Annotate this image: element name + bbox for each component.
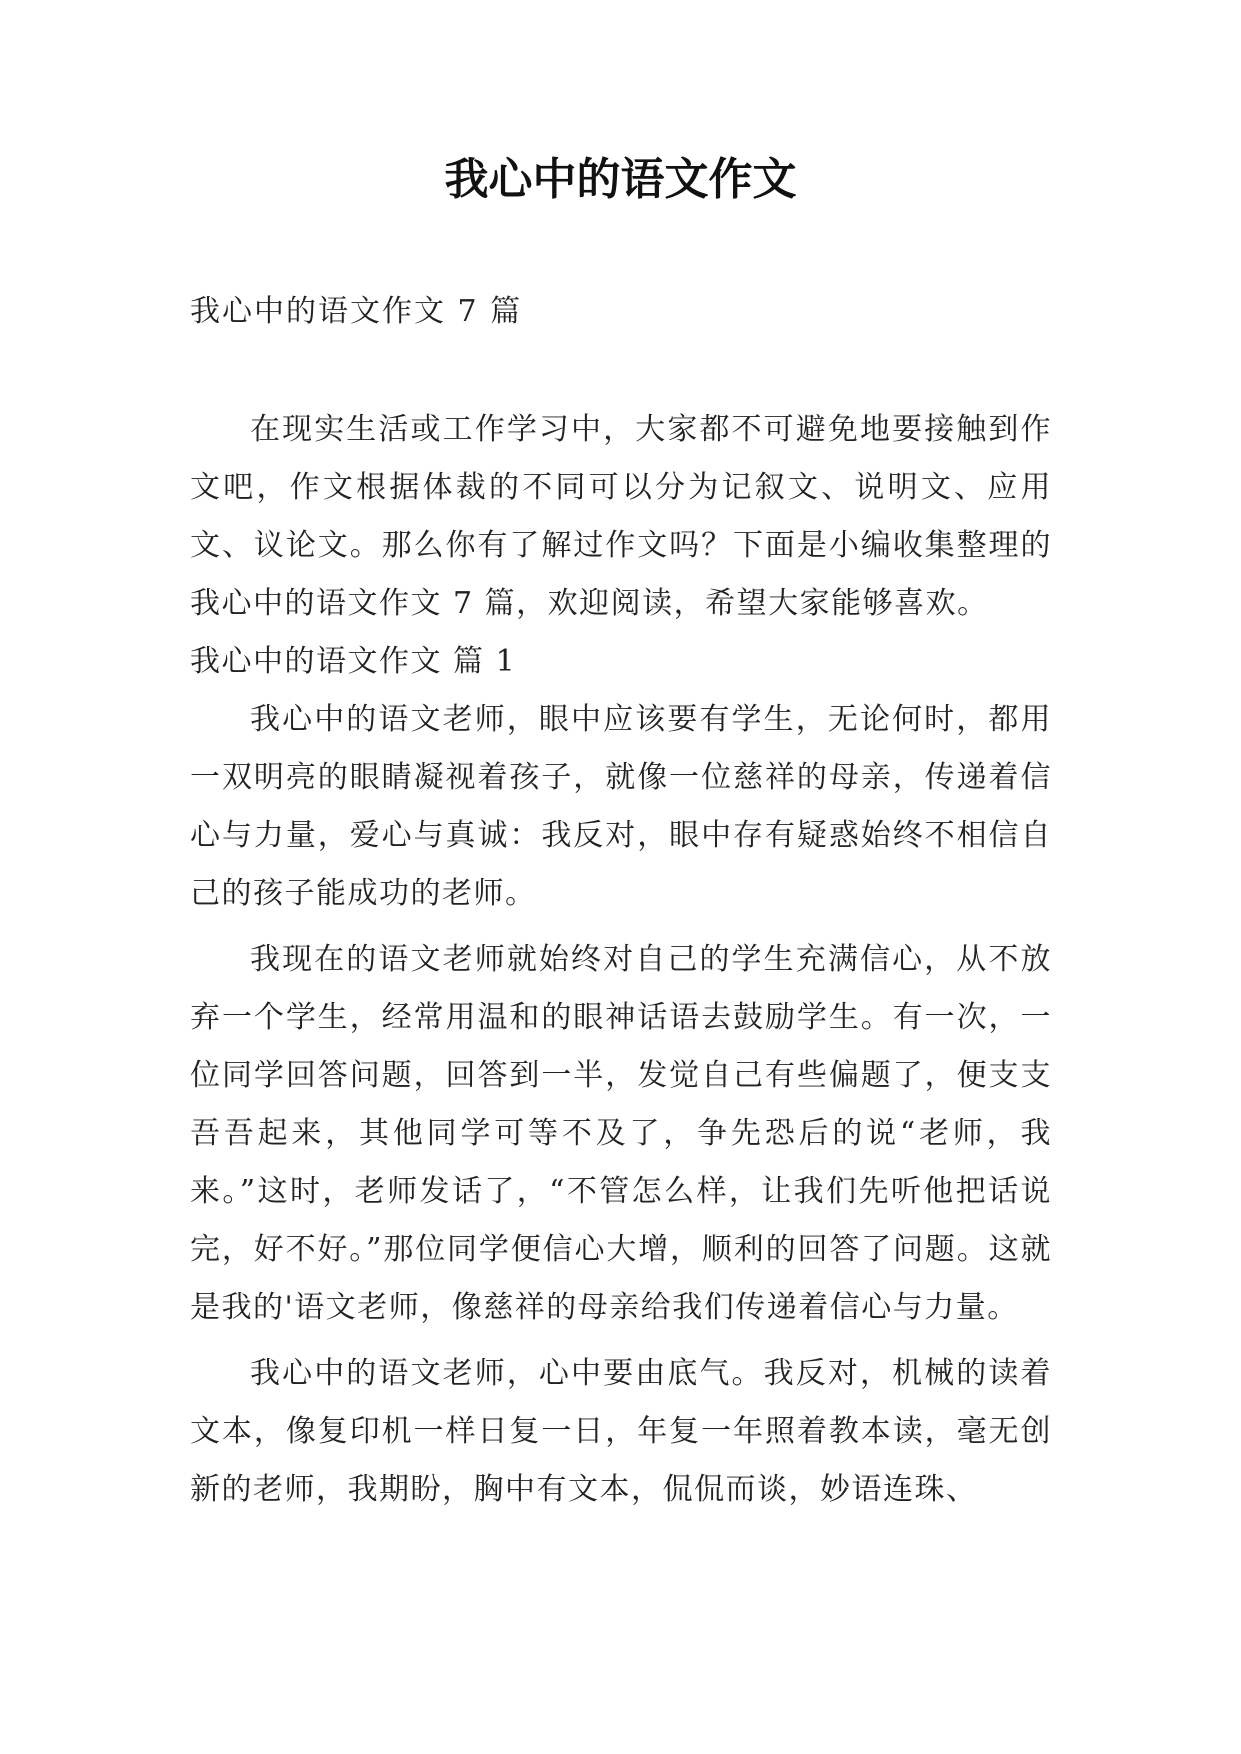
intro-paragraph: 在现实生活或工作学习中，大家都不可避免地要接触到作文吧，作文根据体裁的不同可以分为记叙文、说明文、应用文、议论文。那么你有了解过作文吗？下面是小编收集整理的我心中的语文作文 7 篇，欢迎阅读，希望大家能够喜欢。 <box>190 412 1052 621</box>
body-paragraph-2: 我现在的语文老师就始终对自己的学生充满信心，从不放弃一个学生，经常用温和的眼神话语去鼓励学生。有一次，一位同学回答问题，回答到一半，发觉自己有些偏题了，便支支吾吾起来，其他同学可等不及了，争先恐后的说“老师，我来。”这时，老师发话了，“不管怎么样，让我们先听他把话说完，好不好。”那位同学便信心大增，顺利的回答了问题。这就是我的'语文老师，像慈祥的母亲给我们传递着信心与力量。 <box>190 942 1052 1325</box>
document-body <box>190 401 1052 1519</box>
body-paragraph-1: 我心中的语文老师，眼中应该要有学生，无论何时，都用一双明亮的眼睛凝视着孩子，就像一位慈祥的母亲，传递着信心与力量，爱心与真诚：我反对，眼中存有疑惑始终不相信自己的孩子能成功的老师。 <box>190 702 1052 911</box>
document-title: 我心中的语文作文 <box>444 154 797 205</box>
section-heading: 我心中的语文作文 篇 1 <box>190 644 517 679</box>
body-paragraph-3: 我心中的语文老师，心中要由底气。我反对，机械的读着文本，像复印机一样日复一日，年复一年照着教本读，毫无创新的老师，我期盼，胸中有文本，侃侃而谈，妙语连珠、 <box>190 1356 1052 1507</box>
document-subtitle: 我心中的语文作文 7 篇 <box>190 294 523 329</box>
